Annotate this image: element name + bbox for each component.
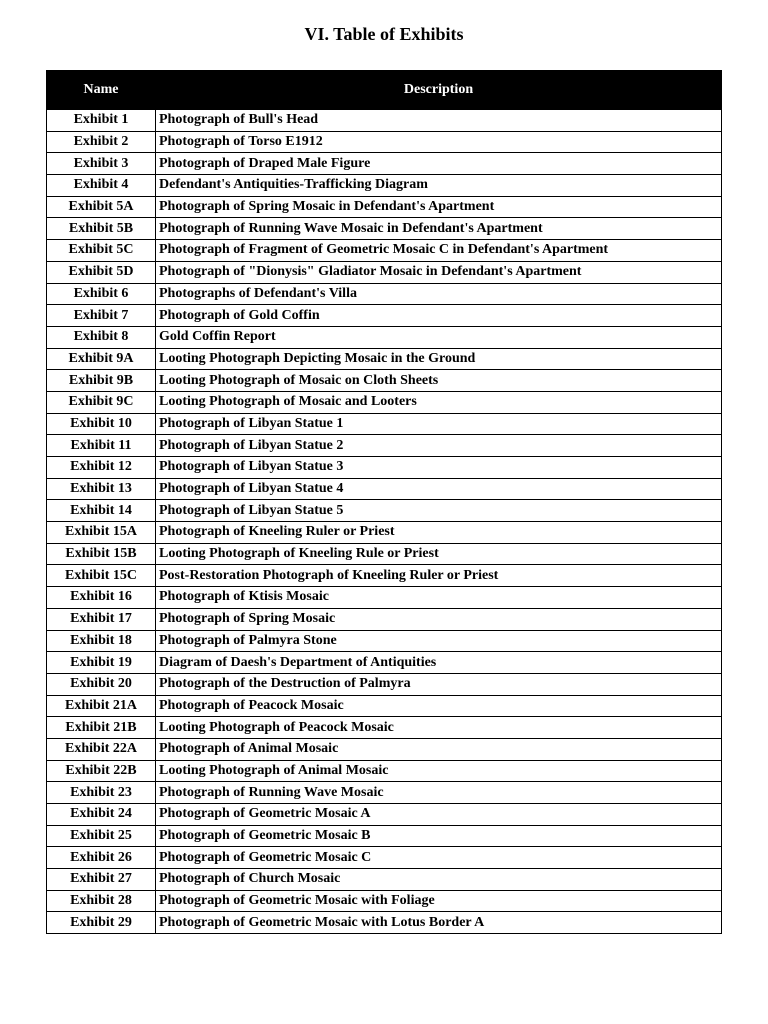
exhibit-name-cell: Exhibit 15A: [47, 522, 156, 544]
exhibit-description-cell: Photograph of Torso E1912: [156, 131, 722, 153]
exhibit-description-cell: Looting Photograph of Animal Mosaic: [156, 760, 722, 782]
exhibit-name-cell: Exhibit 13: [47, 478, 156, 500]
page-title: VI. Table of Exhibits: [304, 24, 464, 44]
exhibit-name-cell: Exhibit 6: [47, 283, 156, 305]
column-header-name: Name: [47, 71, 156, 110]
exhibit-description-cell: Photograph of Bull's Head: [156, 110, 722, 132]
table-row: [47, 478, 722, 500]
table-row: [47, 869, 722, 891]
exhibit-description-cell: Photograph of Peacock Mosaic: [156, 695, 722, 717]
table-row: [47, 305, 722, 327]
exhibit-name-cell: Exhibit 4: [47, 175, 156, 197]
exhibit-name-cell: Exhibit 17: [47, 608, 156, 630]
exhibit-name-cell: Exhibit 5B: [47, 218, 156, 240]
table-row: [47, 261, 722, 283]
exhibit-name-cell: Exhibit 28: [47, 890, 156, 912]
table-row: [47, 847, 722, 869]
exhibit-description-cell: Photograph of Ktisis Mosaic: [156, 587, 722, 609]
exhibit-description-cell: Photograph of Spring Mosaic: [156, 608, 722, 630]
exhibit-name-cell: Exhibit 22A: [47, 738, 156, 760]
exhibit-name-cell: Exhibit 23: [47, 782, 156, 804]
exhibit-name-cell: Exhibit 18: [47, 630, 156, 652]
exhibit-description-cell: Photograph of Palmyra Stone: [156, 630, 722, 652]
table-row: [47, 175, 722, 197]
exhibit-name-cell: Exhibit 9B: [47, 370, 156, 392]
exhibit-description-cell: Post-Restoration Photograph of Kneeling Ruler or Priest: [156, 565, 722, 587]
exhibit-description-cell: Photograph of Draped Male Figure: [156, 153, 722, 175]
column-header-description: Description: [156, 71, 722, 110]
exhibit-description-cell: Photograph of Libyan Statue 1: [156, 413, 722, 435]
exhibit-description-cell: Looting Photograph of Mosaic on Cloth Sheets: [156, 370, 722, 392]
table-row: [47, 196, 722, 218]
exhibit-description-cell: Photograph of Church Mosaic: [156, 869, 722, 891]
exhibit-name-cell: Exhibit 26: [47, 847, 156, 869]
table-row: [47, 457, 722, 479]
exhibit-name-cell: Exhibit 9A: [47, 348, 156, 370]
table-row: [47, 825, 722, 847]
table-header: [47, 71, 722, 110]
table-row: [47, 695, 722, 717]
exhibit-name-cell: Exhibit 11: [47, 435, 156, 457]
exhibit-name-cell: Exhibit 22B: [47, 760, 156, 782]
exhibit-name-cell: Exhibit 21A: [47, 695, 156, 717]
table-row: [47, 522, 722, 544]
exhibit-name-cell: Exhibit 5C: [47, 240, 156, 262]
exhibit-name-cell: Exhibit 24: [47, 804, 156, 826]
exhibit-name-cell: Exhibit 25: [47, 825, 156, 847]
table-row: [47, 283, 722, 305]
table-row: [47, 890, 722, 912]
table-row: [47, 218, 722, 240]
table-row: [47, 110, 722, 132]
exhibit-name-cell: Exhibit 5D: [47, 261, 156, 283]
exhibit-description-cell: Photograph of "Dionysis" Gladiator Mosaic in Defendant's Apartment: [156, 261, 722, 283]
table-row: [47, 912, 722, 934]
exhibit-name-cell: Exhibit 27: [47, 869, 156, 891]
exhibit-description-cell: Photograph of Libyan Statue 2: [156, 435, 722, 457]
table-row: [47, 804, 722, 826]
exhibit-name-cell: Exhibit 3: [47, 153, 156, 175]
table-row: [47, 413, 722, 435]
exhibit-description-cell: Photograph of Gold Coffin: [156, 305, 722, 327]
exhibit-description-cell: Photograph of the Destruction of Palmyra: [156, 673, 722, 695]
exhibit-description-cell: Diagram of Daesh's Department of Antiquities: [156, 652, 722, 674]
exhibit-description-cell: Photograph of Animal Mosaic: [156, 738, 722, 760]
exhibit-description-cell: Photograph of Libyan Statue 4: [156, 478, 722, 500]
exhibit-name-cell: Exhibit 21B: [47, 717, 156, 739]
exhibit-name-cell: Exhibit 5A: [47, 196, 156, 218]
table-row: [47, 608, 722, 630]
exhibit-name-cell: Exhibit 29: [47, 912, 156, 934]
table-row: [47, 630, 722, 652]
table-row: [47, 652, 722, 674]
exhibit-description-cell: Photograph of Running Wave Mosaic in Defendant's Apartment: [156, 218, 722, 240]
exhibit-description-cell: Photograph of Kneeling Ruler or Priest: [156, 522, 722, 544]
exhibit-description-cell: Looting Photograph of Mosaic and Looters: [156, 391, 722, 413]
exhibits-table: [46, 70, 722, 934]
exhibit-description-cell: Photograph of Geometric Mosaic with Foliage: [156, 890, 722, 912]
exhibit-description-cell: Looting Photograph of Kneeling Rule or Priest: [156, 543, 722, 565]
table-row: [47, 391, 722, 413]
exhibit-description-cell: Photograph of Libyan Statue 5: [156, 500, 722, 522]
exhibit-name-cell: Exhibit 19: [47, 652, 156, 674]
exhibit-description-cell: Photograph of Running Wave Mosaic: [156, 782, 722, 804]
table-row: [47, 240, 722, 262]
table-row: [47, 435, 722, 457]
table-row: [47, 370, 722, 392]
table-row: [47, 500, 722, 522]
table-row: [47, 738, 722, 760]
table-row: [47, 565, 722, 587]
exhibit-description-cell: Looting Photograph Depicting Mosaic in the Ground: [156, 348, 722, 370]
exhibit-name-cell: Exhibit 16: [47, 587, 156, 609]
exhibit-name-cell: Exhibit 8: [47, 326, 156, 348]
table-row: [47, 153, 722, 175]
exhibit-description-cell: Looting Photograph of Peacock Mosaic: [156, 717, 722, 739]
table-row: [47, 348, 722, 370]
table-row: [47, 131, 722, 153]
exhibit-description-cell: Gold Coffin Report: [156, 326, 722, 348]
exhibit-description-cell: Defendant's Antiquities-Trafficking Diagram: [156, 175, 722, 197]
table-row: [47, 782, 722, 804]
header-row: [47, 71, 722, 110]
table-row: [47, 717, 722, 739]
exhibit-description-cell: Photograph of Geometric Mosaic with Lotus Border A: [156, 912, 722, 934]
exhibit-name-cell: Exhibit 15B: [47, 543, 156, 565]
table-row: [47, 543, 722, 565]
exhibit-description-cell: Photograph of Fragment of Geometric Mosaic C in Defendant's Apartment: [156, 240, 722, 262]
exhibit-name-cell: Exhibit 20: [47, 673, 156, 695]
exhibit-name-cell: Exhibit 10: [47, 413, 156, 435]
table-row: [47, 587, 722, 609]
exhibit-description-cell: Photograph of Geometric Mosaic A: [156, 804, 722, 826]
exhibit-name-cell: Exhibit 15C: [47, 565, 156, 587]
table-row: [47, 673, 722, 695]
exhibit-name-cell: Exhibit 14: [47, 500, 156, 522]
exhibit-name-cell: Exhibit 12: [47, 457, 156, 479]
exhibit-name-cell: Exhibit 7: [47, 305, 156, 327]
table-row: [47, 326, 722, 348]
table-body: [47, 110, 722, 934]
exhibit-description-cell: Photograph of Libyan Statue 3: [156, 457, 722, 479]
exhibit-name-cell: Exhibit 1: [47, 110, 156, 132]
exhibit-description-cell: Photograph of Geometric Mosaic C: [156, 847, 722, 869]
exhibit-description-cell: Photographs of Defendant's Villa: [156, 283, 722, 305]
exhibit-description-cell: Photograph of Geometric Mosaic B: [156, 825, 722, 847]
table-row: [47, 760, 722, 782]
exhibit-name-cell: Exhibit 9C: [47, 391, 156, 413]
exhibit-name-cell: Exhibit 2: [47, 131, 156, 153]
exhibit-description-cell: Photograph of Spring Mosaic in Defendant's Apartment: [156, 196, 722, 218]
